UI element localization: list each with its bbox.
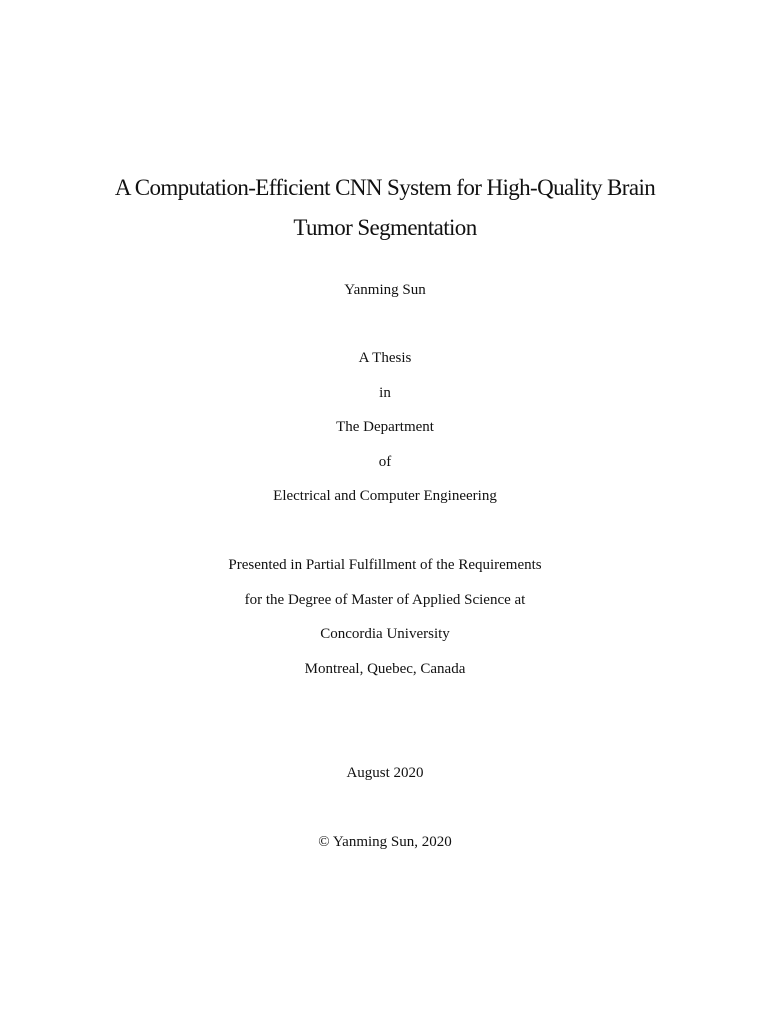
title-line-1: A Computation-Efficient CNN System for High-Quality Brain	[114, 175, 656, 200]
location: Montreal, Quebec, Canada	[304, 661, 466, 677]
department-name: Electrical and Computer Engineering	[273, 488, 497, 504]
submission-date: August 2020	[346, 765, 424, 781]
title-line-2: Tumor Segmentation	[293, 215, 477, 240]
in-label: in	[379, 385, 391, 401]
copyright-notice: © Yanming Sun, 2020	[318, 834, 452, 850]
thesis-label: A Thesis	[358, 350, 412, 366]
degree-statement: for the Degree of Master of Applied Science at	[244, 592, 526, 608]
of-label: of	[378, 454, 392, 470]
university-name: Concordia University	[320, 626, 450, 642]
department-label: The Department	[336, 419, 434, 435]
presented-statement: Presented in Partial Fulfillment of the Requirements	[228, 557, 542, 573]
author-name: Yanming Sun	[344, 282, 426, 298]
